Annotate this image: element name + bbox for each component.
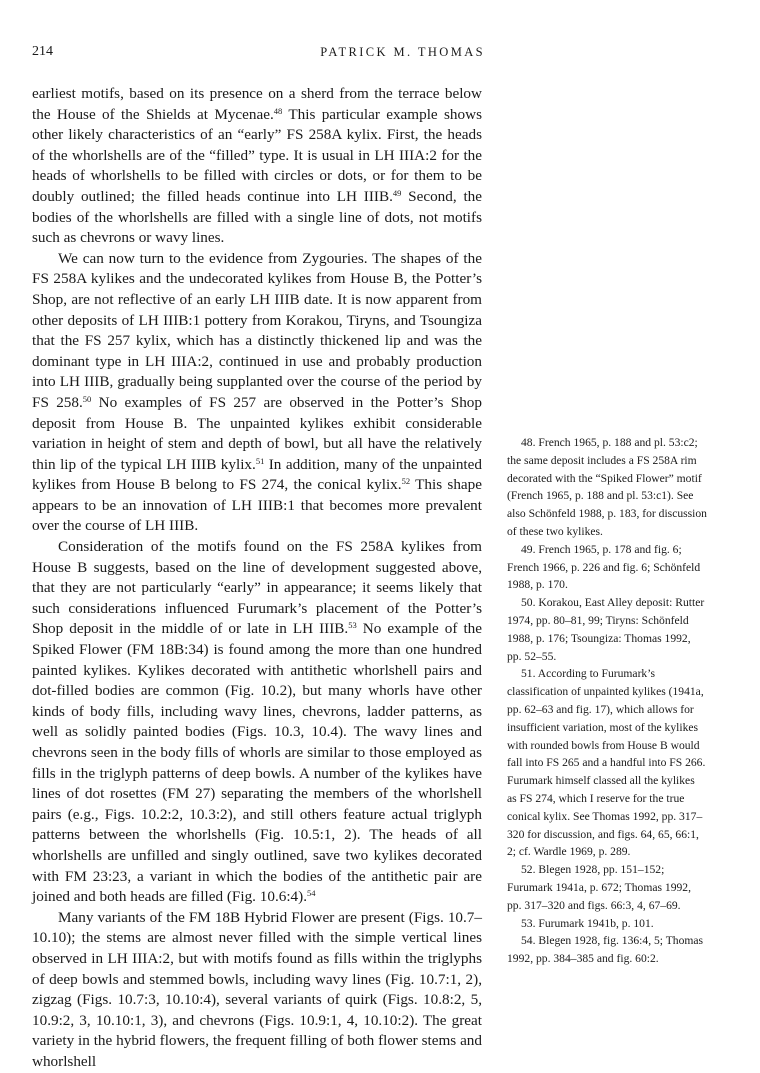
footnote-reference: 54 bbox=[307, 888, 316, 899]
footnote-reference: 51 bbox=[255, 455, 265, 466]
body-text: No example of the Spiked Flower (FM 18B:34) is found among the more than one hundred painted kylikes. Kylikes decorated with antithetic whorlshell pairs and dot-filled bodies are common (Fig. 10.2), but many whorls have other kinds of body fills, including wavy lines, chevrons, ladder patterns, as well as solidly painted bodies (Figs. 10.3, 10.4). The wavy lines and chevrons seen in the body fills of whorls are similar to those employed as fills in the triglyph patterns of deep bowls. A number of the kylikes have lines of dot rosettes (FM 27) separating the members of the whorlshell pairs (e.g., Figs. 10.2:2, 10.3:2), and still others feature actual triglyph patterns between the whorlshells (Fig. 10.5:1, 2). The heads of all whorlshells are unfilled and singly outlined, save two kylikes decorated with FM 23:23, a variant in which the bodies of the antithetic pair are joined and both heads are filled (Fig. 10.6:4). bbox=[32, 620, 483, 906]
body-paragraph bbox=[32, 84, 482, 249]
body-text: Many variants of the FM 18B Hybrid Flower are present (Figs. 10.7–10.10); the stems are almost never filled with the simple vertical lines observed in LH IIIA:2, but with motifs found as fills within the triglyphs of deep bowls and stemmed bowls, including wavy lines (Fig. 10.7:1, 2), zigzag (Figs. 10.7:3, 10.10:4), several variants of quirk (Figs. 10.8:2, 5, 10.9:2, 3, 10.10:1, 3), and chevrons (Figs. 10.9:1, 4, 10.10:2). The great variety in the hybrid flowers, the frequent filling of both flower stems and whorlshell bbox=[32, 908, 482, 1070]
running-header bbox=[32, 44, 485, 66]
page-number: 214 bbox=[32, 44, 53, 59]
body-text: This shape appears to be an innovation of LH IIIB:1 that becomes more prevalent over the course of LH IIIB. bbox=[32, 476, 483, 535]
footnote: 48. French 1965, p. 188 and pl. 53:c2; the same deposit includes a FS 258A rim decorated with the “Spiked Flower” motif (French 1965, p. 188 and pl. 53:c1). See also Schönfeld 1988, p. 183, for discussion of these two kylikes. bbox=[507, 436, 707, 538]
running-head-author: PATRICK M. THOMAS bbox=[320, 45, 485, 59]
footnote-reference: 53 bbox=[348, 620, 357, 631]
body-paragraph bbox=[32, 537, 482, 908]
body-text: We can now turn to the evidence from Zygouries. The shapes of the FS 258A kylikes and the undecorated kylikes from House B, the Potter’s Shop, are not reflective of an early LH IIIB date. It is now apparent from other deposits of LH IIIB:1 pottery from Korakou, Tiryns, and Tsoungiza that the FS 257 kylix, which has a distinctly thickened lip and was the dominant type in LH IIIA:2, continued in use and probably production into LH IIIB, gradually being supplanted over the course of the period by FS 258. bbox=[32, 249, 482, 411]
footnote: 49. French 1965, p. 178 and fig. 6; French 1966, p. 226 and fig. 6; Schönfeld 1988, p. 170. bbox=[507, 542, 701, 592]
footnote-reference: 52 bbox=[401, 476, 411, 487]
footnote-reference: 49 bbox=[392, 187, 402, 198]
body-text: This particular example shows other likely characteristics of an “early” FS 258A kylix. First, the heads of the whorlshells are of the “filled” type. It is usual in LH IIIA:2 for the heads of whorlshells to be filled with circles or dots, or for them to be doubly outlined; the filled heads continue into LH IIIB. bbox=[32, 105, 482, 205]
footnote: 50. Korakou, East Alley deposit: Rutter 1974, pp. 80–81, 99; Tiryns: Schönfeld 1988, p. 176; Tsoungiza: Thomas 1992, pp. 52–55. bbox=[507, 596, 705, 663]
footnote: 51. According to Furumark’s classification of unpainted kylikes (1941a, pp. 62–63 and fig. 17), which allows for insufficient variation, most of the kylikes with rounded bowls from House B would fall into FS 265 and a handful into FS 266. Furumark himself classed all the kylikes as FS 274, which I reserve for the true conical kylix. See Thomas 1992, pp. 317–320 for discussion, and figs. 64, 65, 66:1, 2; cf. Wardle 1969, p. 289. bbox=[507, 667, 706, 859]
footnotes-column bbox=[507, 434, 707, 968]
body-text: earliest motifs, based on its presence on a sherd from the terrace below the House of the Shields at Mycenae. bbox=[32, 85, 482, 123]
footnote: 52. Blegen 1928, pp. 151–152; Furumark 1941a, p. 672; Thomas 1992, pp. 317–320 and figs. 66:3, 4, 67–69. bbox=[507, 863, 691, 912]
footnote: 53. Furumark 1941b, p. 101. bbox=[521, 916, 654, 930]
body-paragraph bbox=[32, 908, 482, 1073]
body-paragraph bbox=[32, 249, 482, 537]
body-text: Consideration of the motifs found on the FS 258A kylikes from House B suggests, based on the line of development suggested above, that they are not particularly “early” in appearance; it seems likely that such considerations influenced Furumark’s placement of the Potter’s Shop deposit in the middle of or late in LH IIIB. bbox=[32, 538, 482, 638]
body-text: In addition, many of the unpainted kylikes from House B belong to FS 274, the conical kylix. bbox=[32, 455, 482, 494]
footnote-reference: 48 bbox=[273, 105, 283, 116]
footnote-reference: 50 bbox=[82, 393, 92, 404]
main-text-column bbox=[32, 84, 482, 1073]
body-text: Second, the bodies of the whorlshells are filled with a single line of dots, not motifs such as chevrons or wavy lines. bbox=[32, 187, 482, 247]
body-text: No examples of FS 257 are observed in the Potter’s Shop deposit from House B. The unpainted kylikes exhibit considerable variation in height of stem and depth of bowl, but all have the relatively thin lip of the typical LH IIIB kylix. bbox=[32, 393, 482, 473]
footnote: 54. Blegen 1928, fig. 136:4, 5; Thomas 1992, pp. 384–385 and fig. 60:2. bbox=[507, 934, 704, 966]
